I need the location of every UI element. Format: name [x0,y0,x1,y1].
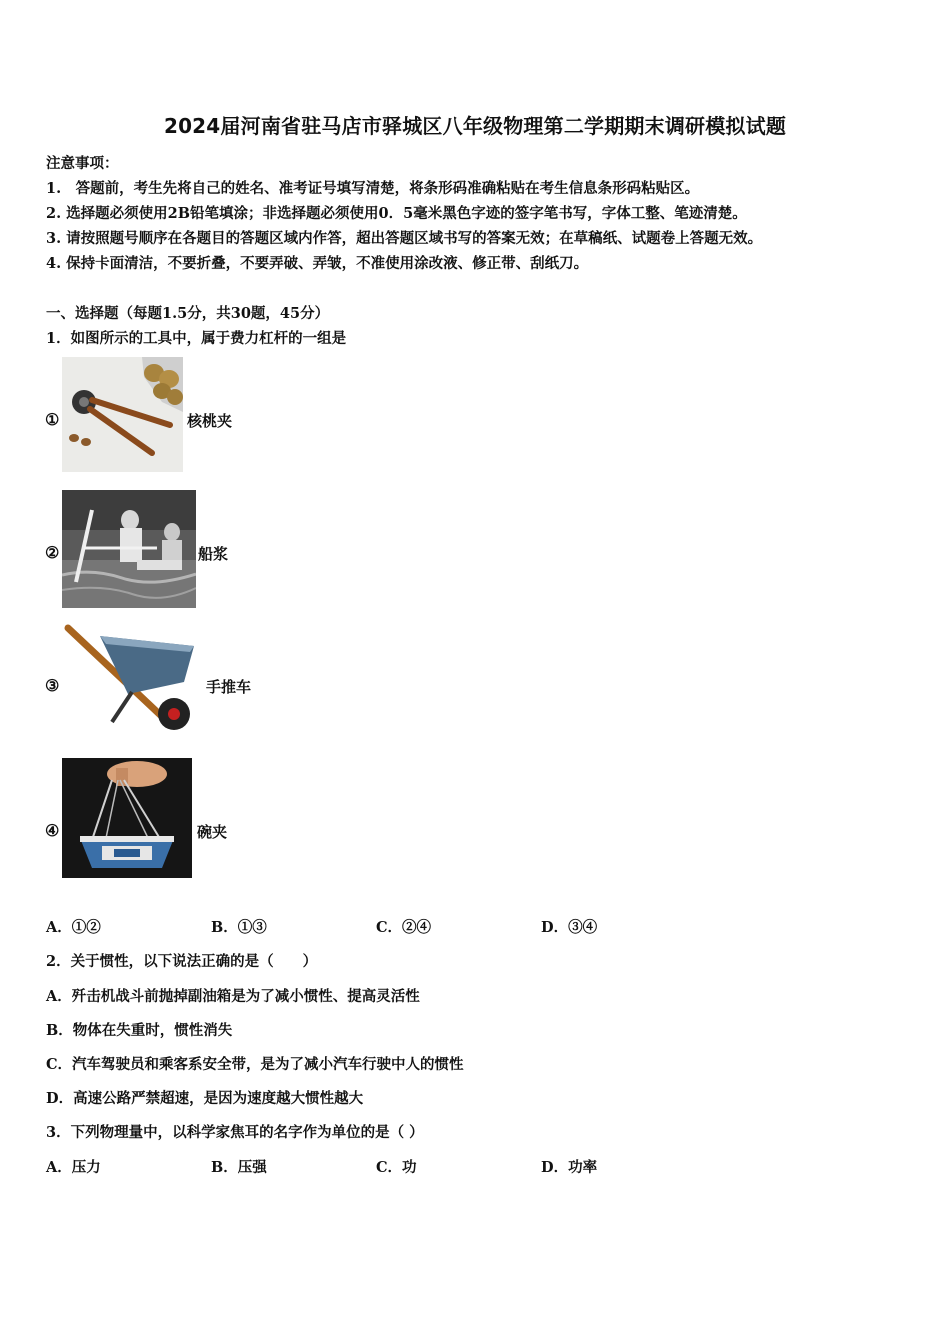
q1-option-d[interactable]: D．③④ [541,919,598,936]
tool-1-number: ① [45,410,60,429]
section-heading: 一、选择题（每题1.5分，共30题，45分） [46,305,330,322]
q3-option-b[interactable]: B．压强 [211,1159,267,1176]
notice-item-1: 1. 答题前，考生先将自己的姓名、准考证号填写清楚，将条形码准确粘贴在考生信息条形码粘贴区。 [46,180,700,197]
wheelbarrow-photo-icon [62,622,200,738]
q3-option-d[interactable]: D．功率 [541,1159,598,1176]
tool-4-label: 碗夹 [197,823,228,841]
notice-item-3: 3. 请按照题号顺序在各题目的答题区域内作答，超出答题区域书写的答案无效；在草稿纸、试题卷上答题无效。 [46,230,763,247]
notice-item-4: 4. 保持卡面清洁，不要折叠，不要弄破、弄皱，不准使用涂改液、修正带、刮纸刀。 [46,255,589,272]
q1-option-b[interactable]: B．①③ [211,919,267,936]
q2-option-a[interactable]: A．歼击机战斗前抛掉副油箱是为了减小惯性、提高灵活性 [46,988,420,1005]
rowing-photo-icon [62,490,196,608]
nutcracker-photo-icon [62,357,183,472]
tool-2-number: ② [45,543,60,562]
bowl-clamp-photo-icon [62,758,192,878]
q2-option-c[interactable]: C．汽车驾驶员和乘客系安全带，是为了减小汽车行驶中人的惯性 [46,1056,464,1073]
question-3-stem: 3．下列物理量中，以科学家焦耳的名字作为单位的是（ ） [46,1124,424,1141]
q3-option-a[interactable]: A．压力 [46,1159,101,1176]
q2-option-d[interactable]: D．高速公路严禁超速，是因为速度越大惯性越大 [46,1090,364,1107]
tool-1-label: 核桃夹 [187,412,233,430]
q1-option-a[interactable]: A．①② [46,919,101,936]
page-title: 2024届河南省驻马店市驿城区八年级物理第二学期期末调研模拟试题 [163,114,787,138]
q3-option-c[interactable]: C．功 [376,1159,417,1176]
tool-3-number: ③ [45,676,60,695]
notice-item-2: 2. 选择题必须使用2B铅笔填涂；非选择题必须使用0．5毫米黑色字迹的签字笔书写，字体工整、笔迹清楚。 [46,205,747,222]
notice-heading: 注意事项： [46,155,119,172]
question-2-stem: 2．关于惯性，以下说法正确的是（ ） [46,953,318,970]
tool-3-label: 手推车 [206,678,252,696]
q2-option-b[interactable]: B．物体在失重时，惯性消失 [46,1022,233,1039]
question-1-stem: 1．如图所示的工具中，属于费力杠杆的一组是 [46,330,347,347]
q1-option-c[interactable]: C．②④ [376,919,432,936]
tool-2-label: 船浆 [198,545,229,563]
tool-4-number: ④ [45,821,60,840]
